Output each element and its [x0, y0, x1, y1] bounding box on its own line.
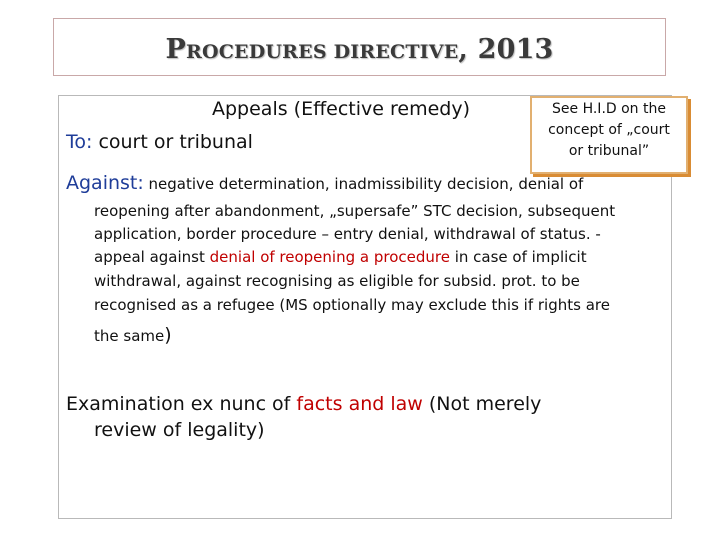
against-text-4c: in case of implicit	[449, 248, 587, 266]
examination-line-1	[66, 393, 541, 415]
title-box	[53, 18, 666, 76]
callout-line-1: See H.I.D on the	[552, 101, 666, 117]
to-text: court or tribunal	[92, 131, 253, 153]
against-text-4a: appeal against	[94, 248, 210, 266]
against-line-4	[94, 248, 587, 266]
examination-line-2: review of legality)	[94, 419, 265, 441]
to-label: To:	[66, 131, 93, 153]
slide-title	[54, 34, 665, 65]
appeals-heading: Appeals (Effective remedy)	[212, 98, 471, 120]
against-line-3: application, border procedure – entry denial, withdrawal of status. -	[94, 225, 601, 243]
title-initial: P	[165, 34, 186, 65]
examination-text-c: (Not merely	[422, 393, 542, 415]
against-line-1	[66, 172, 583, 194]
examination-text-a: Examination ex nunc of	[66, 393, 297, 415]
against-line-7	[94, 324, 172, 346]
title-smallcaps: ROCEDURES DIRECTIVE	[185, 41, 459, 63]
against-line-6: recognised as a refugee (MS optionally may exclude this if rights are	[94, 296, 610, 314]
against-line-2: reopening after abandonment, „supersafe” STC decision, subsequent	[94, 202, 616, 220]
against-text-1: negative determination, inadmissibility decision, denial of	[143, 175, 584, 193]
callout-line-2: concept of „court	[548, 122, 670, 138]
against-label: Against:	[66, 172, 144, 194]
closing-paren: )	[164, 324, 172, 346]
against-highlight: denial of reopening a procedure	[209, 248, 450, 266]
callout-note	[530, 96, 688, 174]
title-year: , 2013	[458, 34, 554, 65]
callout-line-3: or tribunal”	[568, 143, 650, 159]
against-line-5: withdrawal, against recognising as eligible for subsid. prot. to be	[94, 272, 580, 290]
examination-highlight: facts and law	[296, 393, 423, 415]
to-line	[66, 131, 253, 153]
against-text-7a: the same	[94, 327, 165, 345]
